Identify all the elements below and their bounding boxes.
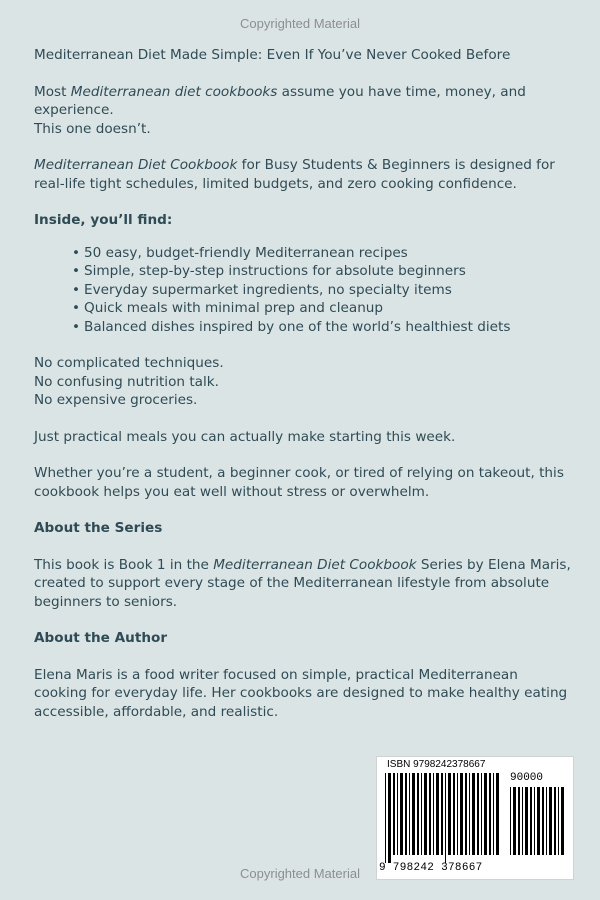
list-item: • Simple, step-by-step instructions for absolute beginners — [84, 262, 574, 281]
designed-italic: Mediterranean Diet Cookbook — [34, 157, 238, 173]
copyright-watermark-bottom: Copyrighted Material — [240, 866, 360, 881]
series-text-2: Series by Elena Maris, created to support every stage of the Mediterranean lifestyle from absolute beginners to seniors. — [34, 556, 571, 610]
no-line: No confusing nutrition talk. — [34, 373, 219, 390]
addon-barcode-bars-icon — [510, 787, 568, 863]
no-line: No expensive groceries. — [34, 392, 198, 408]
author-heading: About the Author — [34, 630, 168, 646]
series-heading: About the Series — [34, 520, 163, 536]
list-item: • Quick meals with minimal prep and cleanup — [84, 299, 574, 318]
isbn-digits: 9 798242 378667 — [379, 862, 483, 874]
designed-paragraph — [34, 156, 574, 193]
isbn-barcode — [376, 756, 574, 880]
practical-line: Just practical meals you can actually make starting this week. — [34, 428, 456, 445]
features-list — [34, 244, 574, 337]
inside-heading: Inside, you’ll find: — [34, 212, 173, 228]
no-line: No complicated techniques. — [34, 355, 224, 371]
intro-text-2: assume you have time, money, and experience. — [34, 83, 526, 118]
list-item: • Balanced dishes inspired by one of the world’s healthiest diets — [84, 318, 574, 337]
series-text-1: This book is Book 1 in the — [34, 556, 214, 573]
whether-paragraph: Whether you’re a student, a beginner cook, or tired of relying on takeout, this cookbook helps you eat well without stress or overwhelm. — [34, 465, 564, 500]
intro-text-1: Most — [34, 83, 71, 100]
barcode-bars-icon — [385, 773, 503, 863]
back-cover-copy — [34, 46, 574, 721]
series-italic: Mediterranean Diet Cookbook — [213, 556, 417, 573]
copyright-watermark-top: Copyrighted Material — [240, 16, 360, 31]
list-item: • Everyday supermarket ingredients, no specialty items — [84, 281, 574, 300]
author-paragraph: Elena Maris is a food writer focused on simple, practical Mediterranean cooking for everyday life. Her cookbooks are designed to make healthy eating accessible, affordable, and realistic. — [34, 666, 568, 720]
designed-text: for Busy Students & Beginners is designed for real-life tight schedules, limited budgets, and zero cooking confidence. — [34, 157, 555, 192]
intro-paragraph — [34, 83, 574, 120]
list-item: • 50 easy, budget-friendly Mediterranean recipes — [84, 244, 574, 263]
price-code: 90000 — [510, 772, 544, 784]
series-paragraph — [34, 556, 574, 612]
headline: Mediterranean Diet Made Simple: Even If You’ve Never Cooked Before — [34, 47, 511, 63]
intro-line-2: This one doesn’t. — [34, 120, 151, 137]
isbn-label: ISBN 9798242378667 — [387, 759, 486, 770]
intro-italic: Mediterranean diet cookbooks — [70, 83, 278, 100]
